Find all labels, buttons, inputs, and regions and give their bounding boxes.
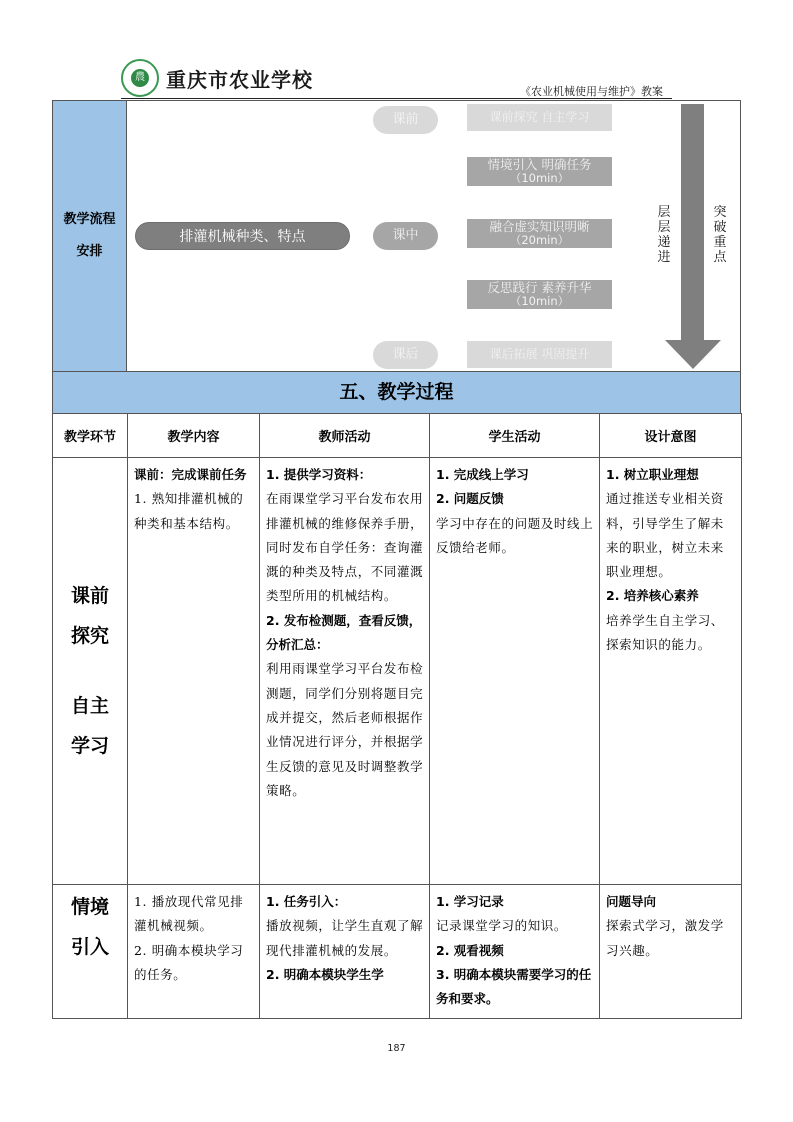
step-duration: （10min）	[509, 171, 570, 185]
cell-heading: 2. 观看视频	[436, 942, 504, 958]
cell-text: 利用雨课堂学习平台发布检测题，同学们分别将题目完成并提交，然后老师根据作业情况进行评分，并根据学生反馈的意见及时调整教学策略。	[266, 661, 424, 798]
cell-text: 播放视频，让学生直观了解现代排灌机械的发展。	[266, 918, 424, 958]
school-name: 重庆市农业学校	[166, 68, 313, 92]
flow-label-line1: 教学流程	[63, 212, 116, 227]
cell-text: 1. 播放现代常见排灌机械视频。	[134, 894, 244, 934]
stage-text: 课前	[70, 585, 109, 607]
column-header: 学生活动	[430, 414, 600, 458]
cell-heading: 1. 树立职业理想	[606, 467, 699, 482]
cell-text: 1. 熟知排灌机械的种类和基本结构。	[134, 491, 244, 531]
stage-text: 自主	[70, 695, 109, 717]
cell-heading: 2. 培养核心素养	[606, 588, 699, 604]
vertical-char: 重	[713, 235, 727, 250]
cell-heading: 1. 学习记录	[436, 894, 504, 909]
cell-text: 通过推送专业相关资料，引导学生了解未来的职业，树立未来职业理想。	[606, 491, 724, 580]
stage-text: 学习	[70, 735, 109, 757]
cell-text: 培养学生自主学习、探索知识的能力。	[606, 612, 724, 653]
stage-before-pill: 课前	[373, 106, 438, 134]
teaching-flow-label	[53, 101, 127, 371]
stage-cell	[53, 458, 128, 885]
step-title: 情境引入 明确任务	[487, 157, 592, 172]
vertical-char: 进	[657, 250, 671, 265]
table-row	[53, 885, 742, 1019]
column-header: 教学内容	[128, 414, 260, 458]
teacher-cell	[260, 458, 430, 885]
stage-during-pill: 课中	[373, 222, 438, 250]
student-cell	[430, 885, 600, 1019]
flow-label-line2: 安排	[76, 244, 103, 259]
intent-cell	[600, 885, 742, 1019]
cell-heading: 2. 发布检测题，查看反馈，分析汇总：	[266, 612, 422, 653]
step-duration: （20min）	[509, 233, 570, 247]
student-cell	[430, 458, 600, 885]
content-cell	[128, 885, 260, 1019]
stage-cell	[53, 885, 128, 1019]
column-header: 教师活动	[260, 414, 430, 458]
vertical-char: 层	[657, 205, 671, 220]
document-title: 《农业机械使用与维护》教案	[520, 85, 663, 98]
page-number: 187	[387, 1043, 406, 1054]
column-header: 设计意图	[600, 414, 742, 458]
teacher-cell	[260, 885, 430, 1019]
breakthrough-label	[712, 205, 728, 265]
step-box	[467, 280, 612, 309]
section-title: 五、教学过程	[52, 371, 741, 414]
cell-text: 记录课堂学习的知识。	[436, 918, 568, 934]
vertical-char: 递	[657, 235, 671, 250]
step-box	[467, 157, 612, 186]
cell-text: 探索式学习，激发学习兴趣。	[606, 918, 724, 958]
intent-cell	[600, 458, 742, 885]
stage-text: 探究	[70, 625, 109, 647]
cell-text: 学习中存在的问题及时线上反馈给老师。	[436, 515, 594, 555]
step-box: 课前探究 自主学习	[467, 104, 612, 131]
table-row	[53, 458, 742, 885]
vertical-char: 层	[657, 220, 671, 235]
school-emblem-icon: 農	[131, 69, 149, 87]
vertical-char: 点	[713, 250, 727, 265]
stage-text: 引入	[70, 936, 109, 958]
cell-heading: 1. 提供学习资料：	[266, 467, 372, 482]
school-logo	[121, 59, 159, 97]
cell-text: 在雨课堂学习平台发布农用排灌机械的维修保养手册，同时发布自学任务：查询灌溉的种类及特点，不同灌溉类型所用的机械结构。	[266, 491, 424, 604]
header-divider	[121, 98, 672, 99]
stage-text: 情境	[70, 896, 109, 918]
vertical-char: 突	[713, 205, 727, 220]
step-title: 反思践行 素养升华	[487, 280, 592, 295]
step-title: 融合虚实知识明晰	[489, 219, 590, 234]
stage-spacer	[53, 656, 127, 686]
vertical-char: 破	[713, 220, 727, 235]
teaching-process-table	[52, 413, 742, 1019]
step-box	[467, 219, 612, 248]
content-cell	[128, 458, 260, 885]
cell-heading: 1. 完成线上学习	[436, 467, 529, 482]
step-box: 课后拓展 巩固提升	[467, 341, 612, 368]
cell-heading: 2. 问题反馈	[436, 491, 504, 507]
stage-after-pill: 课后	[373, 341, 438, 369]
topic-pill: 排灌机械种类、特点	[135, 222, 350, 250]
column-header: 教学环节	[53, 414, 128, 458]
cell-heading: 2. 明确本模块学生学	[266, 966, 384, 982]
cell-heading: 3. 明确本模块需要学习的任务和要求。	[436, 966, 592, 1007]
table-header-row	[53, 414, 742, 458]
cell-heading: 问题导向	[606, 894, 657, 909]
cell-text: 2. 明确本模块学习的任务。	[134, 942, 244, 982]
step-duration: （10min）	[509, 294, 570, 308]
cell-heading: 1. 任务引入：	[266, 894, 347, 909]
cell-heading: 课前：完成课前任务	[134, 467, 247, 482]
